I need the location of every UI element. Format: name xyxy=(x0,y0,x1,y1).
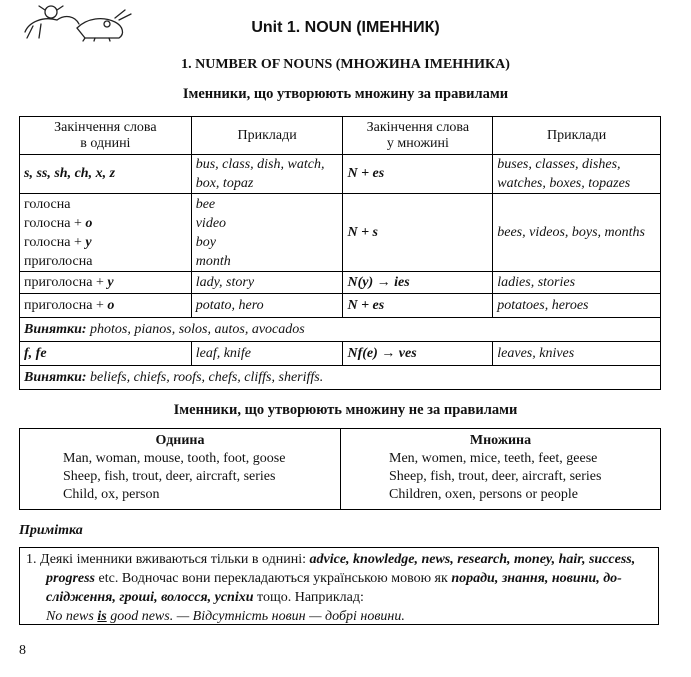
examples-cell xyxy=(191,155,343,194)
note-box xyxy=(19,547,659,625)
singular-row: Child, ox, person xyxy=(63,487,160,502)
plural-line: watches, boxes, topazes xyxy=(497,176,631,191)
plurals-cell: potatoes, heroes xyxy=(493,294,661,318)
ending-text: голосна + xyxy=(24,234,86,250)
plural-row: Sheep, fish, trout, deer, aircraft, series xyxy=(389,469,602,484)
example-text: No news xyxy=(46,609,98,624)
exceptions-row xyxy=(20,318,661,342)
rule-cell: N + es xyxy=(343,155,493,194)
header-ending-plural xyxy=(343,117,493,155)
section-title: 1. NUMBER OF NOUNS (МНОЖИНА ІМЕННИКА) xyxy=(181,57,510,72)
singular-header: Однина xyxy=(155,433,205,448)
header-examples-2: Приклади xyxy=(493,117,661,155)
table-row xyxy=(20,294,661,318)
plurals-cell: leaves, knives xyxy=(493,342,661,366)
rule-cell: N(y) → ies xyxy=(343,272,493,294)
examples-cell: lady, story xyxy=(191,272,343,294)
ending-line xyxy=(24,233,187,252)
ending-text: голосна xyxy=(24,196,71,212)
ending-suffix: o xyxy=(107,297,115,313)
ending-cell xyxy=(20,272,192,294)
note-line xyxy=(26,569,652,588)
ending-line xyxy=(24,252,187,271)
exceptions-cell xyxy=(20,366,661,390)
ending-cell xyxy=(20,194,192,272)
plural-line: buses, classes, dishes, xyxy=(497,157,621,172)
plural-column xyxy=(341,429,661,510)
plural-header: Множина xyxy=(469,433,532,448)
example-line: box, topaz xyxy=(195,176,254,191)
rule-cell: Nf(e) → ves xyxy=(343,342,493,366)
example-line: boy xyxy=(195,234,216,250)
regular-plurals-table xyxy=(19,116,661,390)
ending-suffix: o xyxy=(85,215,93,231)
note-emphasis: advice, knowledge, news, research, money, hair, success, xyxy=(309,552,636,567)
note-emphasis: progress xyxy=(46,571,96,586)
plurals-cell: bees, videos, boys, months xyxy=(493,194,661,272)
header-ending-plural-line2: у множині xyxy=(386,135,449,151)
ending-cell xyxy=(20,294,192,318)
ending-text: приголосна + xyxy=(24,297,108,313)
table-row xyxy=(20,272,661,294)
ending-text: приголосна + xyxy=(24,274,108,290)
note-emphasis: слідження, гроші, волосся, успіхи xyxy=(46,590,254,605)
note-title: Примітка xyxy=(19,523,83,538)
plurals-cell: ladies, stories xyxy=(493,272,661,294)
header-ending-singular xyxy=(20,117,192,155)
ending-cell: f, fe xyxy=(20,342,192,366)
table-row xyxy=(20,155,661,194)
ending-line xyxy=(24,214,187,233)
example-line: bus, class, dish, watch, xyxy=(195,157,325,172)
example-line: video xyxy=(195,215,227,231)
singular-row: Man, woman, mouse, tooth, foot, goose xyxy=(63,451,286,466)
header-ending-singular-line2: в однині xyxy=(80,135,131,151)
example-highlight: is xyxy=(97,609,107,624)
irregular-plurals-heading: Іменники, що утворюють множину не за правилами xyxy=(173,402,518,418)
note-text: тощо. Наприклад: xyxy=(253,590,364,605)
exceptions-cell xyxy=(20,318,661,342)
ending-suffix: y xyxy=(107,274,114,290)
exceptions-label: Винятки: xyxy=(24,369,87,385)
rule-cell: N + es xyxy=(343,294,493,318)
examples-cell: potato, hero xyxy=(191,294,343,318)
exceptions-row xyxy=(20,366,661,390)
examples-cell: leaf, knife xyxy=(191,342,343,366)
ending-text: приголосна xyxy=(24,253,93,269)
table-row xyxy=(20,194,661,272)
page-number: 8 xyxy=(19,643,26,658)
irregular-plurals-table xyxy=(19,428,661,510)
singular-row: Sheep, fish, trout, deer, aircraft, series xyxy=(63,469,276,484)
example-line: bee xyxy=(195,196,216,212)
table-header-row xyxy=(20,117,661,155)
rule-cell: N + s xyxy=(343,194,493,272)
note-text: 1. Деякі іменники вживаються тільки в однині: xyxy=(26,552,310,567)
plural-row: Men, women, mice, teeth, feet, geese xyxy=(389,451,598,466)
header-ending-plural-line1: Закінчення слова xyxy=(366,119,470,135)
exceptions-label: Винятки: xyxy=(24,321,87,337)
ending-line xyxy=(24,195,187,214)
table-row xyxy=(20,429,661,510)
exceptions-text: photos, pianos, solos, autos, avocados xyxy=(86,321,305,337)
regular-plurals-heading: Іменники, що утворюють множину за правилами xyxy=(182,86,509,102)
ending-text: голосна + xyxy=(24,215,86,231)
note-example xyxy=(26,607,652,626)
note-line xyxy=(26,550,652,569)
examples-cell xyxy=(191,194,343,272)
plurals-cell xyxy=(493,155,661,194)
ending-suffix: y xyxy=(85,234,92,250)
example-line: month xyxy=(195,253,231,269)
unit-title: Unit 1. NOUN (ІМЕННИК) xyxy=(251,19,440,36)
header-ending-singular-line1: Закінчення слова xyxy=(54,119,157,135)
note-text: etc. Водночас вони перекладаються українською мовою як xyxy=(95,571,452,586)
ending-cell: s, ss, sh, ch, x, z xyxy=(20,155,192,194)
note-line xyxy=(26,588,652,607)
example-text: good news. — Відсутність новин — добрі новини. xyxy=(106,609,405,624)
header-examples-1: Приклади xyxy=(191,117,343,155)
note-emphasis: поради, знання, новини, до- xyxy=(451,571,622,586)
exceptions-text: beliefs, chiefs, roofs, chefs, cliffs, sheriffs. xyxy=(86,369,324,385)
plural-row: Children, oxen, persons or people xyxy=(389,487,578,502)
table-row xyxy=(20,342,661,366)
singular-column xyxy=(20,429,341,510)
